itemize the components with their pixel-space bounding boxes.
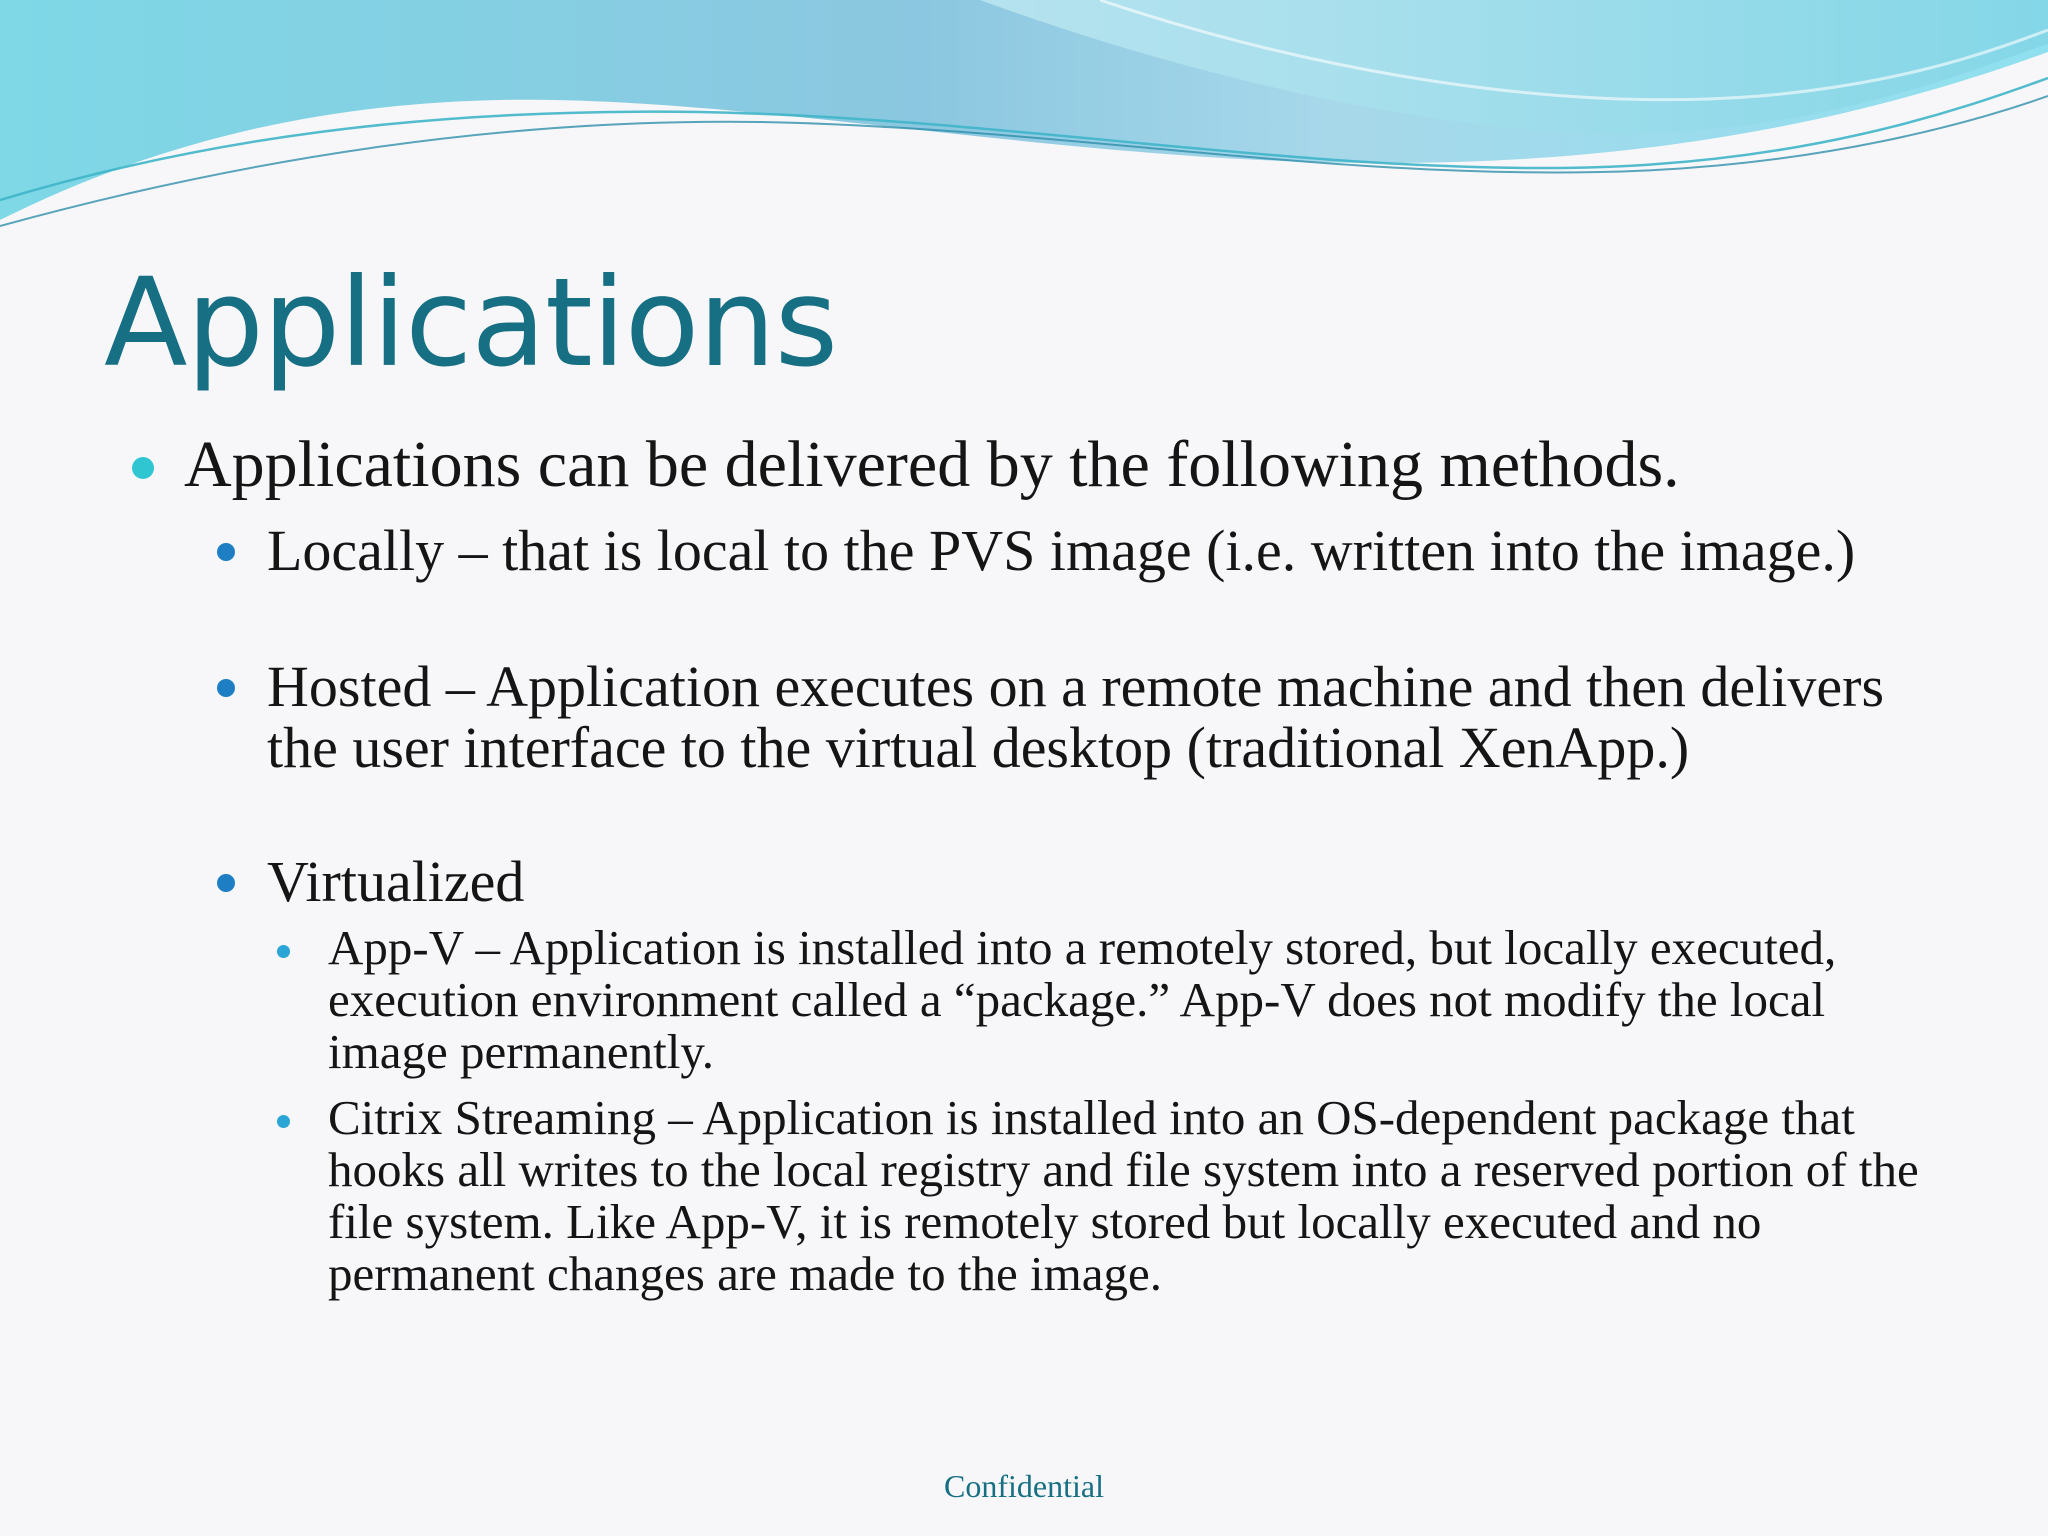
bullet-level3-citrix-streaming: [328, 1092, 1948, 1300]
footer-label: Confidential: [944, 1468, 1104, 1504]
header-wave-decoration: [0, 0, 2048, 240]
bullet-dot-icon: [132, 457, 154, 479]
bullet-level2-virtualized: [267, 851, 1937, 912]
bullet-level2-hosted: [267, 656, 1937, 778]
bullet-text: Citrix Streaming – Application is installed into an OS-dependent package that hooks all writes to the local registry and file system into a reserved portion of the file system. Like App-V, it is remotely stored but locally executed and no permanent changes are made to the image.: [328, 1090, 1919, 1301]
bullet-level3-app-v: [328, 922, 1948, 1078]
slide-title: Applications: [104, 252, 838, 394]
bullet-text: Locally – that is local to the PVS image (i.e. written into the image.): [267, 518, 1856, 583]
bullet-dot-icon: [277, 1115, 290, 1128]
bullet-text: Hosted – Application executes on a remote machine and then delivers the user interface to the virtual desktop (traditional XenApp.): [267, 654, 1885, 780]
bullet-text: Applications can be delivered by the following methods.: [184, 428, 1680, 501]
bullet-dot-icon: [217, 679, 235, 697]
bullet-dot-icon: [277, 945, 290, 958]
bullet-text: App-V – Application is installed into a remotely stored, but locally executed, execution environment called a “package.” App-V does not modify the local image permanently.: [328, 920, 1837, 1079]
bullet-dot-icon: [217, 874, 235, 892]
bullet-dot-icon: [217, 543, 235, 561]
bullet-text: Virtualized: [267, 849, 525, 914]
bullet-level1: [184, 428, 1984, 501]
bullet-level2-locally: [267, 520, 1937, 581]
